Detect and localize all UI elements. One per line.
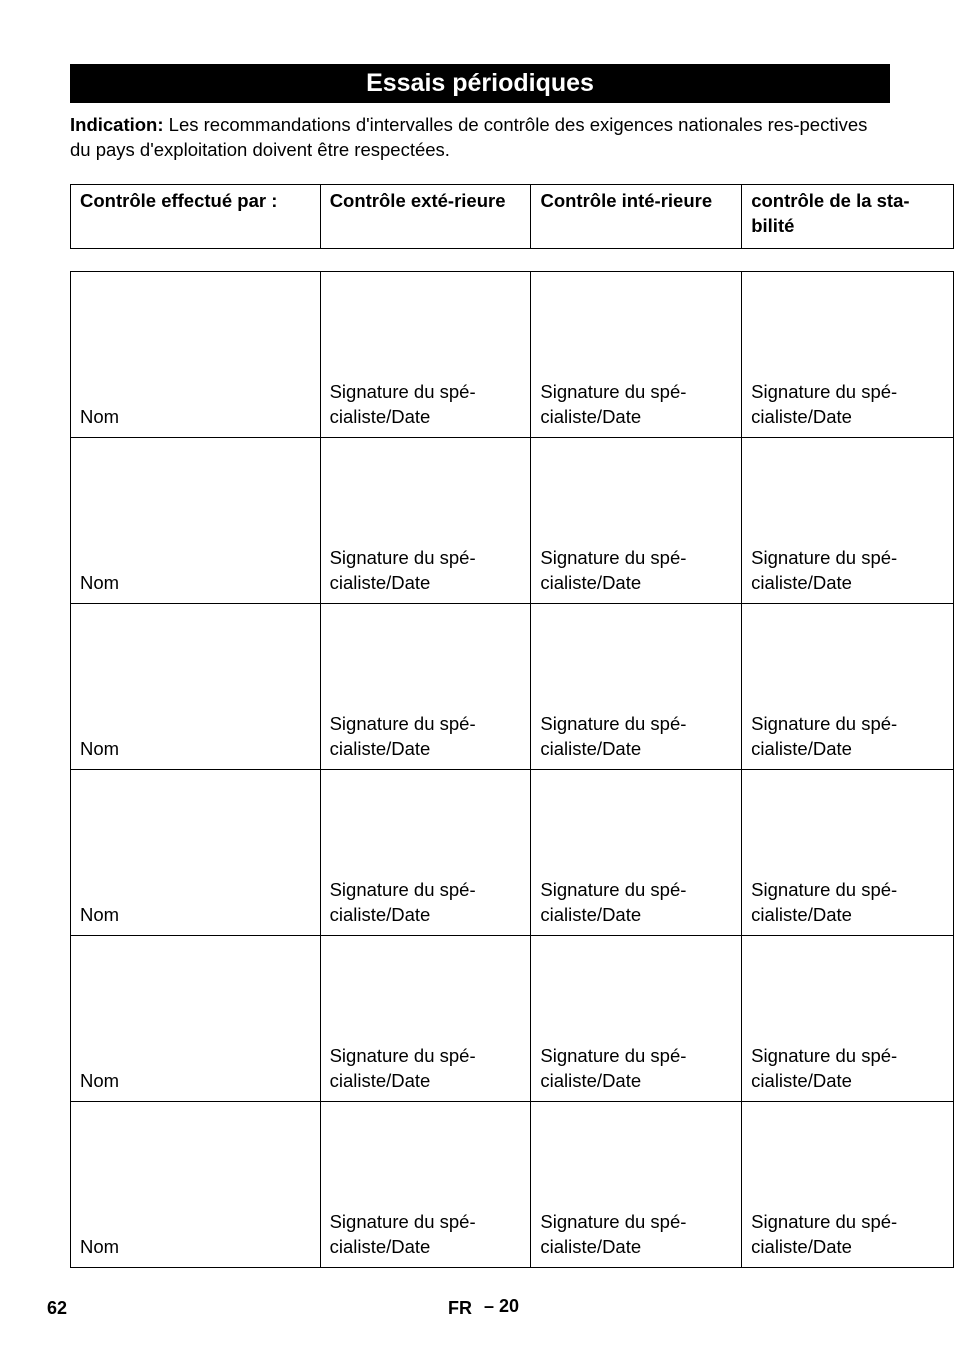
external-signature-cell: Signature du spé-cialiste/Date	[320, 438, 531, 604]
name-cell: Nom	[71, 604, 321, 770]
external-signature-cell: Signature du spé-cialiste/Date	[320, 272, 531, 438]
stability-signature-cell: Signature du spé-cialiste/Date	[742, 604, 954, 770]
name-cell: Nom	[71, 272, 321, 438]
header-table	[70, 184, 954, 249]
table-row	[71, 604, 954, 770]
table-row	[71, 272, 954, 438]
table-row	[71, 770, 954, 936]
page-title-bar	[70, 64, 890, 103]
internal-signature-cell: Signature du spé-cialiste/Date	[531, 770, 742, 936]
name-cell: Nom	[71, 936, 321, 1102]
name-cell: Nom	[71, 438, 321, 604]
table-row	[71, 936, 954, 1102]
stability-signature-cell: Signature du spé-cialiste/Date	[742, 1102, 954, 1268]
internal-signature-cell: Signature du spé-cialiste/Date	[531, 604, 742, 770]
page-title: Essais périodiques	[366, 69, 594, 97]
footer-section-page: – 20	[484, 1296, 520, 1316]
external-signature-cell: Signature du spé-cialiste/Date	[320, 604, 531, 770]
internal-signature-cell: Signature du spé-cialiste/Date	[531, 438, 742, 604]
inspection-log-body	[71, 272, 954, 1268]
header-row	[71, 185, 954, 249]
header-cell-performed-by: Contrôle effectué par :	[71, 185, 321, 249]
internal-signature-cell: Signature du spé-cialiste/Date	[531, 936, 742, 1102]
inspection-log-table	[70, 271, 954, 1268]
table-row	[71, 438, 954, 604]
internal-signature-cell: Signature du spé-cialiste/Date	[531, 1102, 742, 1268]
indication-text: Les recommandations d'intervalles de contrôle des exigences nationales res-pectives du pays d'exploitation doivent être respectées.	[70, 114, 868, 160]
stability-signature-cell: Signature du spé-cialiste/Date	[742, 770, 954, 936]
header-cell-external-check: Contrôle exté-rieure	[320, 185, 531, 249]
indication-label: Indication:	[70, 114, 164, 135]
footer-language: FR	[448, 1298, 472, 1318]
name-cell: Nom	[71, 770, 321, 936]
page-number: 62	[47, 1298, 68, 1318]
stability-signature-cell: Signature du spé-cialiste/Date	[742, 438, 954, 604]
header-cell-stability-check: contrôle de la sta-bilité	[742, 185, 954, 249]
indication-note	[70, 112, 885, 162]
external-signature-cell: Signature du spé-cialiste/Date	[320, 770, 531, 936]
internal-signature-cell: Signature du spé-cialiste/Date	[531, 272, 742, 438]
name-cell: Nom	[71, 1102, 321, 1268]
stability-signature-cell: Signature du spé-cialiste/Date	[742, 936, 954, 1102]
external-signature-cell: Signature du spé-cialiste/Date	[320, 1102, 531, 1268]
external-signature-cell: Signature du spé-cialiste/Date	[320, 936, 531, 1102]
header-cell-internal-check: Contrôle inté-rieure	[531, 185, 742, 249]
stability-signature-cell: Signature du spé-cialiste/Date	[742, 272, 954, 438]
table-row	[71, 1102, 954, 1268]
